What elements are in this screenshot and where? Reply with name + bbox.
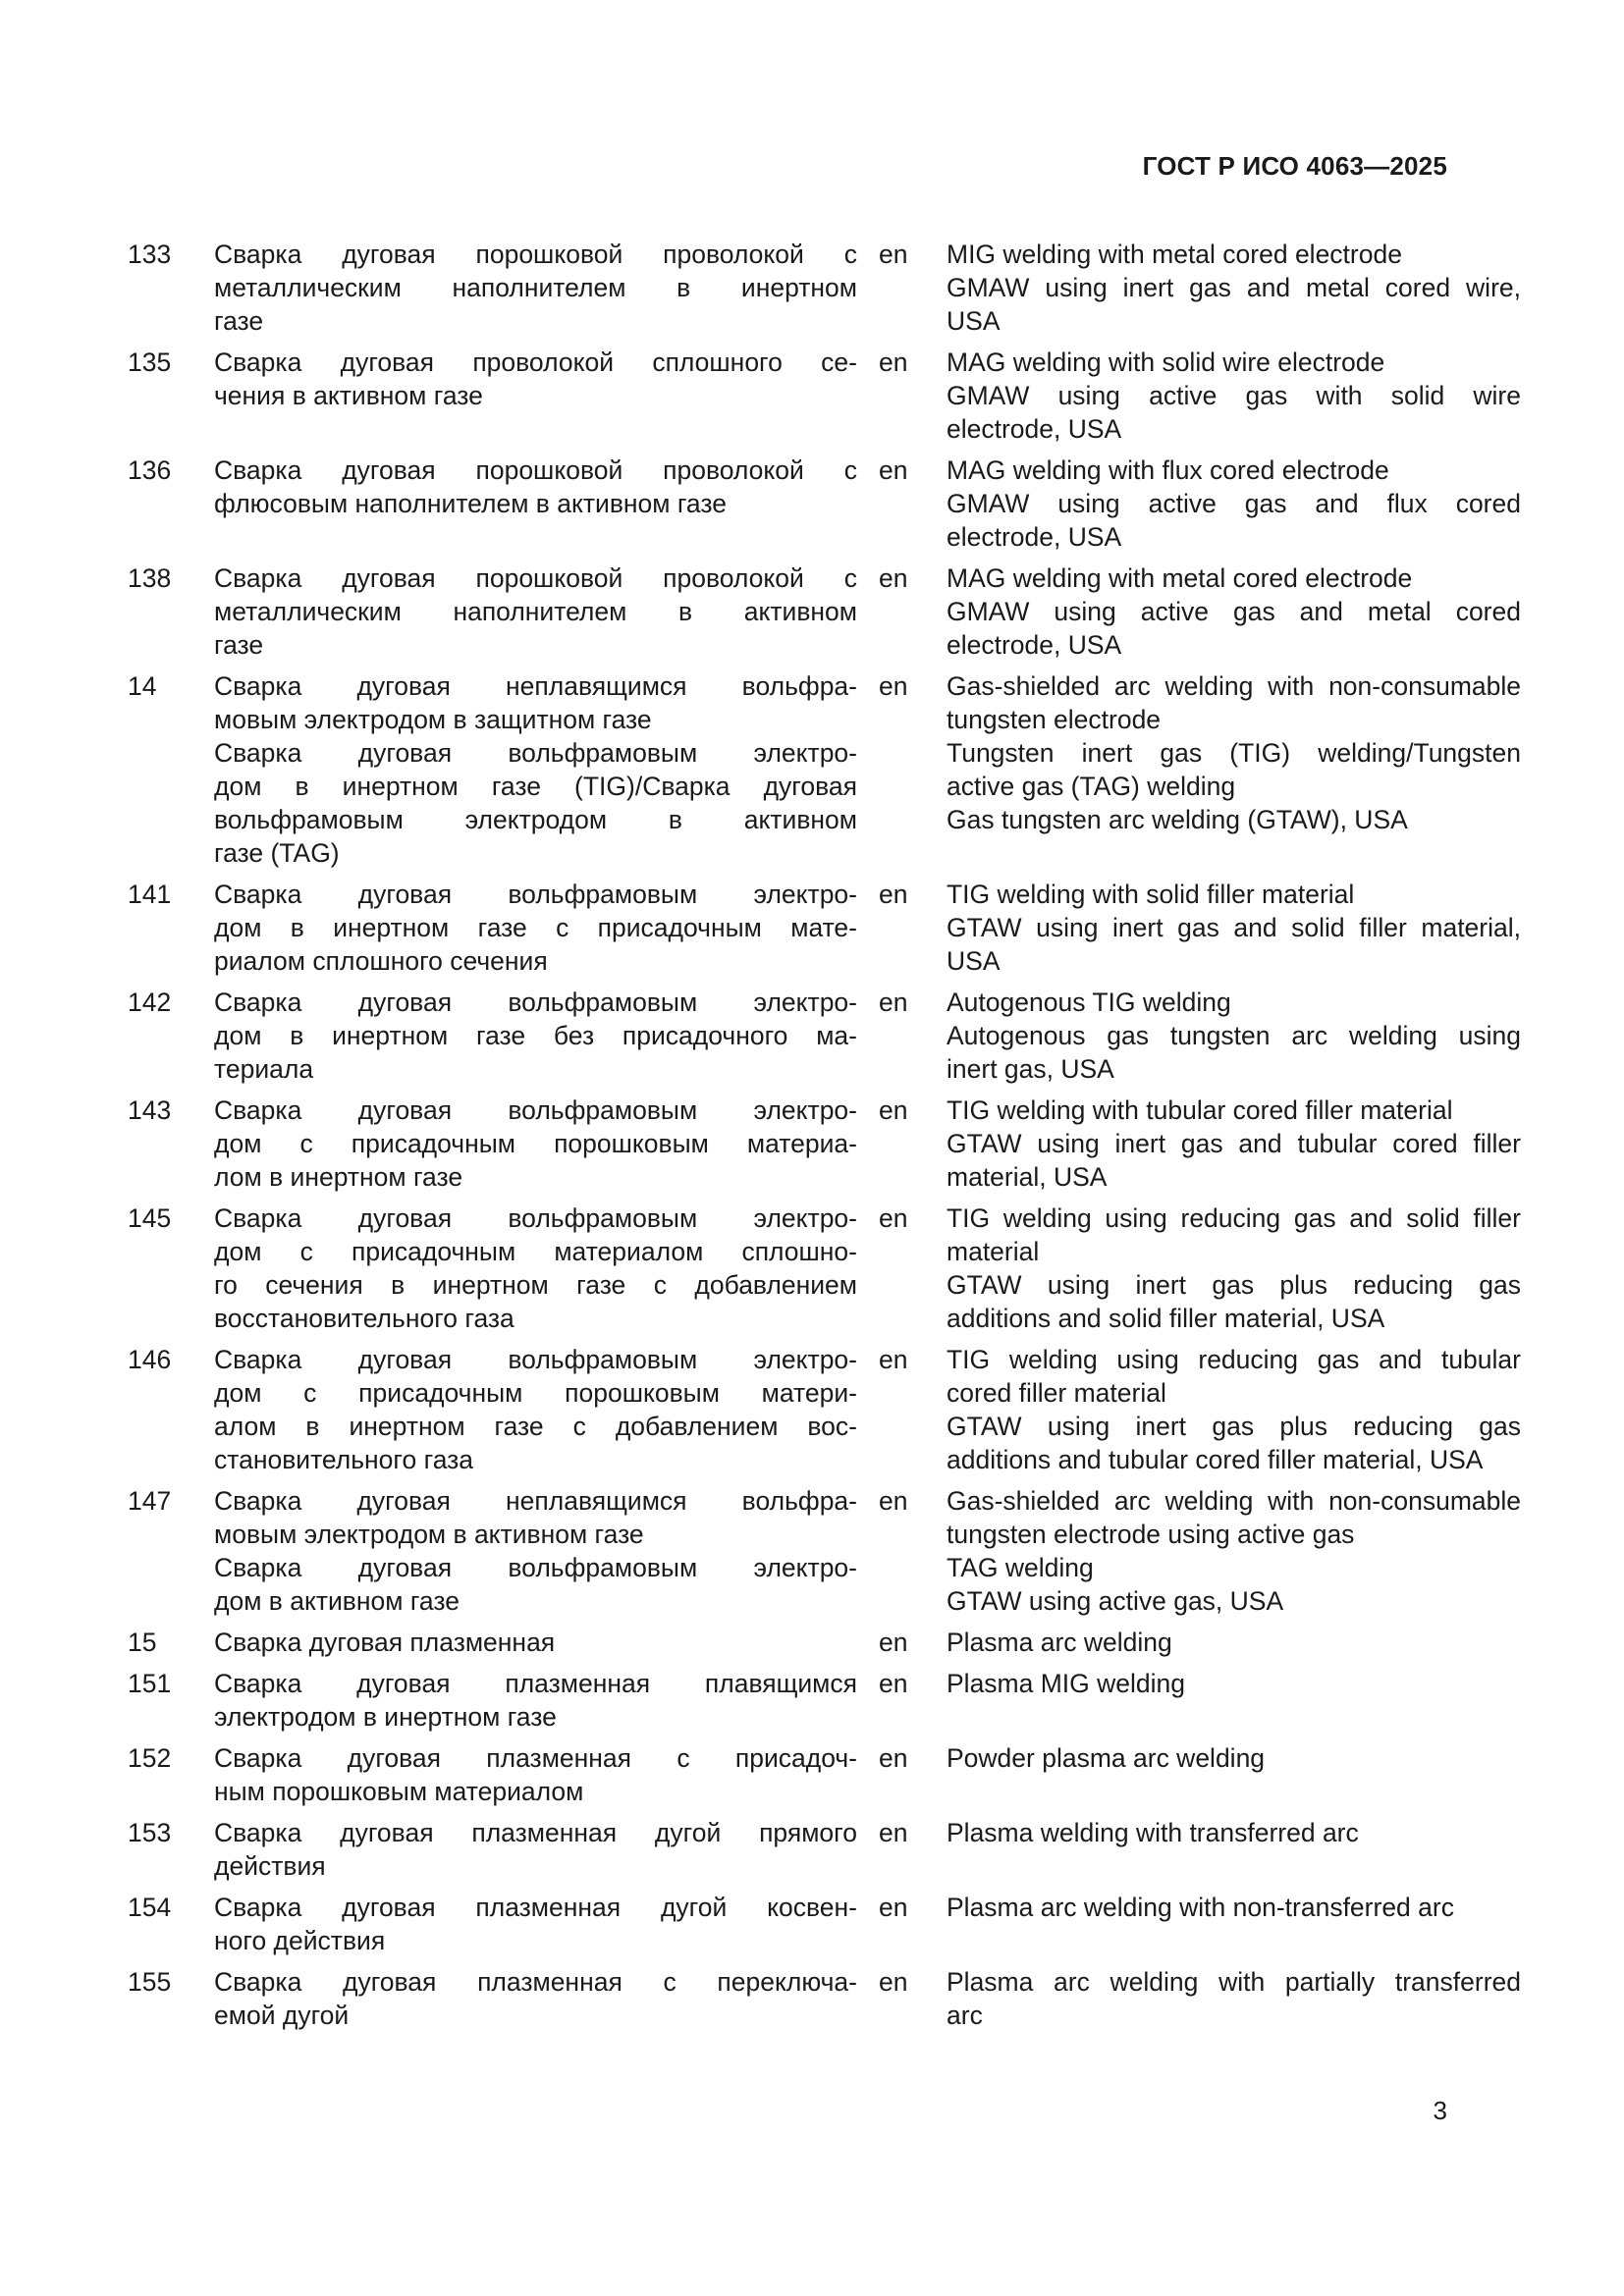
language-code: en [879, 455, 908, 485]
english-term-line: TIG welding using reducing gas and solid filler [947, 1203, 1521, 1233]
process-number: 155 [128, 1967, 172, 1997]
english-term-line: additions and solid filler material, USA [947, 1304, 1385, 1333]
english-term-line: Gas tungsten arc welding (GTAW), USA [947, 805, 1408, 834]
english-term-line: GTAW using active gas, USA [947, 1586, 1284, 1616]
language-code: en [879, 1203, 908, 1233]
english-term-line: cored filler material [947, 1378, 1166, 1408]
russian-term-line: металлическим наполнителем в инертном [214, 273, 857, 302]
english-term [947, 238, 1521, 338]
russian-term-line: флюсовым наполнителем в активном газе [214, 489, 727, 518]
english-term [947, 1343, 1521, 1476]
page-number: 3 [1433, 2096, 1447, 2125]
process-number: 153 [128, 1818, 172, 1847]
english-term [947, 1741, 1521, 1775]
language-code: en [879, 1743, 908, 1773]
document-header: ГОСТ Р ИСО 4063—2025 [1142, 151, 1447, 181]
table-row [128, 1201, 1521, 1335]
english-term-line: TIG welding with solid filler material [947, 880, 1355, 909]
russian-term-line: емой дугой [214, 2001, 350, 2030]
russian-term-line: газе [214, 306, 264, 336]
english-term-line: tungsten electrode using active gas [947, 1520, 1355, 1549]
process-number: 14 [128, 671, 157, 701]
process-number: 136 [128, 455, 172, 485]
english-term [947, 1667, 1521, 1700]
english-term-line: Plasma arc welding [947, 1628, 1172, 1657]
russian-term [214, 346, 857, 412]
russian-term [214, 561, 857, 662]
table-row [128, 1667, 1434, 1734]
english-term-line: MIG welding with metal cored electrode [947, 240, 1402, 269]
russian-term-line: Сварка дуговая порошковой проволокой с [214, 240, 857, 269]
english-term-line: electrode, USA [947, 414, 1122, 444]
language-code: en [879, 1967, 908, 1997]
russian-term [214, 1201, 857, 1335]
russian-term-line: дом в активном газе [214, 1586, 460, 1616]
english-term [947, 561, 1521, 662]
english-term-line: tungsten electrode [947, 705, 1162, 734]
russian-term-line: Сварка дуговая вольфрамовым электро- [214, 988, 857, 1017]
english-term-line: active gas (TAG) welding [947, 772, 1236, 801]
russian-term [214, 1343, 857, 1476]
english-term-line: GTAW using inert gas and tubular cored filler [947, 1129, 1521, 1158]
process-number: 154 [128, 1893, 172, 1922]
process-number: 133 [128, 240, 172, 269]
english-term [947, 1201, 1521, 1335]
process-number: 15 [128, 1628, 157, 1657]
russian-term-line: электродом в инертном газе [214, 1702, 557, 1732]
russian-term [214, 1484, 857, 1618]
process-number: 147 [128, 1486, 172, 1516]
russian-term [214, 878, 857, 978]
english-term [947, 1891, 1521, 1924]
russian-term-line: Сварка дуговая вольфрамовым электро- [214, 880, 857, 909]
english-term-line: GMAW using active gas and metal cored [947, 597, 1521, 626]
process-number: 135 [128, 347, 172, 377]
russian-term-line: восстановительного газа [214, 1304, 514, 1333]
russian-term-line: Сварка дуговая проволокой сплошного се- [214, 347, 857, 377]
russian-term-line: металлическим наполнителем в активном [214, 597, 857, 626]
russian-term-line: газе [214, 630, 264, 660]
russian-term-line: риалом сплошного сечения [214, 946, 548, 976]
language-code: en [879, 1095, 908, 1125]
russian-term-line: дом в инертном газе с присадочным мате- [214, 913, 857, 942]
english-term-line: Gas-shielded arc welding with non-consumable [947, 671, 1521, 701]
russian-term-line: Сварка дуговая вольфрамовым электро- [214, 1095, 857, 1125]
russian-term-line: дом в инертном газе (TIG)/Сварка дуговая [214, 772, 857, 801]
russian-term-line: дом с присадочным порошковым материа- [214, 1129, 857, 1158]
english-term-line: USA [947, 306, 1001, 336]
english-term-line: TIG welding with tubular cored filler material [947, 1095, 1453, 1125]
english-term-line: MAG welding with solid wire electrode [947, 347, 1385, 377]
english-term-line: TAG welding [947, 1553, 1094, 1582]
english-term [947, 346, 1521, 446]
russian-term-line: чения в активном газе [214, 381, 483, 410]
english-term-line: additions and tubular cored filler material, USA [947, 1445, 1484, 1474]
table-row [128, 561, 1521, 662]
russian-term-line: становительного газа [214, 1445, 474, 1474]
russian-term-line: дом с присадочным материалом сплошно- [214, 1237, 857, 1266]
russian-term-line: Сварка дуговая вольфрамовым электро- [214, 1203, 857, 1233]
english-term [947, 1965, 1521, 2032]
russian-term-line: мовым электродом в активном газе [214, 1520, 644, 1549]
language-code: en [879, 347, 908, 377]
russian-term-line: алом в инертном газе с добавлением вос- [214, 1412, 857, 1441]
english-term [947, 1094, 1521, 1194]
russian-term-line: газе (TAG) [214, 838, 340, 868]
english-term-line: Plasma MIG welding [947, 1669, 1186, 1698]
russian-term [214, 1816, 857, 1883]
english-term-line: material, USA [947, 1162, 1108, 1192]
russian-term-line: Сварка дуговая неплавящимся вольфра- [214, 671, 857, 701]
table-row [128, 669, 1521, 870]
table-row [128, 1816, 1434, 1883]
process-number: 152 [128, 1743, 172, 1773]
russian-term [214, 1626, 857, 1659]
table-row [128, 878, 1521, 978]
table-row [128, 1484, 1521, 1618]
english-term-line: TIG welding using reducing gas and tubular [947, 1345, 1521, 1374]
english-term [947, 986, 1521, 1086]
russian-term [214, 986, 857, 1086]
russian-term [214, 1094, 857, 1194]
language-code: en [879, 240, 908, 269]
english-term-line: GTAW using inert gas plus reducing gas [947, 1270, 1521, 1300]
language-code: en [879, 880, 908, 909]
english-term [947, 454, 1521, 554]
language-code: en [879, 1669, 908, 1698]
english-term-line: GMAW using active gas and flux cored [947, 489, 1521, 518]
english-term-line: Autogenous TIG welding [947, 988, 1231, 1017]
russian-term-line: Сварка дуговая плазменная с переключа- [214, 1967, 857, 1997]
russian-term [214, 1741, 857, 1808]
english-term-line: arc [947, 2001, 983, 2030]
english-term-line: USA [947, 946, 1001, 976]
english-term-line: Tungsten inert gas (TIG) welding/Tungsten [947, 738, 1521, 768]
russian-term [214, 1891, 857, 1957]
russian-term-line: Сварка дуговая плазменная [214, 1628, 556, 1657]
process-number: 146 [128, 1345, 172, 1374]
process-number: 145 [128, 1203, 172, 1233]
language-code: en [879, 1628, 908, 1657]
table-row [128, 1741, 1434, 1808]
table-row [128, 1343, 1521, 1476]
english-term-line: Autogenous gas tungsten arc welding using [947, 1021, 1521, 1050]
russian-term-line: ного действия [214, 1926, 386, 1955]
language-code: en [879, 1818, 908, 1847]
process-number: 151 [128, 1669, 172, 1698]
english-term-line: Powder plasma arc welding [947, 1743, 1266, 1773]
english-term [947, 878, 1521, 978]
russian-term-line: действия [214, 1851, 326, 1881]
russian-term-line: Сварка дуговая плазменная дугой прямого [214, 1818, 857, 1847]
english-term-line: Gas-shielded arc welding with non-consumable [947, 1486, 1521, 1516]
russian-term-line: Сварка дуговая порошковой проволокой с [214, 455, 857, 485]
russian-term [214, 1667, 857, 1734]
english-term-line: GTAW using inert gas plus reducing gas [947, 1412, 1521, 1441]
english-term-line: GMAW using inert gas and metal cored wire, [947, 273, 1521, 302]
process-number: 141 [128, 880, 172, 909]
english-term [947, 1816, 1521, 1849]
language-code: en [879, 1345, 908, 1374]
english-term-line: Plasma arc welding with partially transferred [947, 1967, 1521, 1997]
language-code: en [879, 1486, 908, 1516]
english-term [947, 669, 1521, 836]
russian-term-line: Сварка дуговая вольфрамовым электро- [214, 1345, 857, 1374]
process-table [128, 238, 1521, 2040]
russian-term-line: дом в инертном газе без присадочного ма- [214, 1021, 857, 1050]
russian-term [214, 238, 857, 338]
russian-term-line: Сварка дуговая плазменная плавящимся [214, 1669, 857, 1698]
english-term [947, 1626, 1521, 1659]
russian-term-line: Сварка дуговая неплавящимся вольфра- [214, 1486, 857, 1516]
russian-term-line: ным порошковым материалом [214, 1777, 584, 1806]
table-row [128, 1891, 1454, 1957]
table-row [128, 1626, 1434, 1659]
russian-term-line: Сварка дуговая плазменная с присадоч- [214, 1743, 857, 1773]
russian-term-line: мовым электродом в защитном газе [214, 705, 652, 734]
russian-term [214, 669, 857, 870]
english-term-line: GMAW using active gas with solid wire [947, 381, 1521, 410]
table-row [128, 1965, 1521, 2032]
english-term-line: material [947, 1237, 1040, 1266]
english-term-line: Plasma welding with transferred arc [947, 1818, 1359, 1847]
process-number: 138 [128, 563, 172, 593]
russian-term-line: Сварка дуговая вольфрамовым электро- [214, 738, 857, 768]
english-term-line: MAG welding with metal cored electrode [947, 563, 1413, 593]
russian-term-line: вольфрамовым электродом в активном [214, 805, 857, 834]
language-code: en [879, 988, 908, 1017]
english-term-line: inert gas, USA [947, 1054, 1114, 1084]
language-code: en [879, 671, 908, 701]
russian-term-line: Сварка дуговая плазменная дугой косвен- [214, 1893, 857, 1922]
russian-term [214, 454, 857, 520]
russian-term [214, 1965, 857, 2032]
process-number: 143 [128, 1095, 172, 1125]
language-code: en [879, 1893, 908, 1922]
russian-term-line: лом в инертном газе [214, 1162, 463, 1192]
table-row [128, 454, 1521, 554]
russian-term-line: Сварка дуговая порошковой проволокой с [214, 563, 857, 593]
language-code: en [879, 563, 908, 593]
russian-term-line: го сечения в инертном газе с добавлением [214, 1270, 857, 1300]
table-row [128, 1094, 1521, 1194]
table-row [128, 986, 1521, 1086]
english-term-line: electrode, USA [947, 630, 1122, 660]
english-term [947, 1484, 1521, 1618]
russian-term-line: Сварка дуговая вольфрамовым электро- [214, 1553, 857, 1582]
russian-term-line: дом с присадочным порошковым матери- [214, 1378, 857, 1408]
english-term-line: electrode, USA [947, 522, 1122, 552]
table-row [128, 238, 1521, 338]
table-row [128, 346, 1521, 446]
russian-term-line: териала [214, 1054, 314, 1084]
english-term-line: Plasma arc welding with non-transferred arc [947, 1893, 1454, 1922]
process-number: 142 [128, 988, 172, 1017]
english-term-line: GTAW using inert gas and solid filler material, [947, 913, 1521, 942]
english-term-line: MAG welding with flux cored electrode [947, 455, 1389, 485]
